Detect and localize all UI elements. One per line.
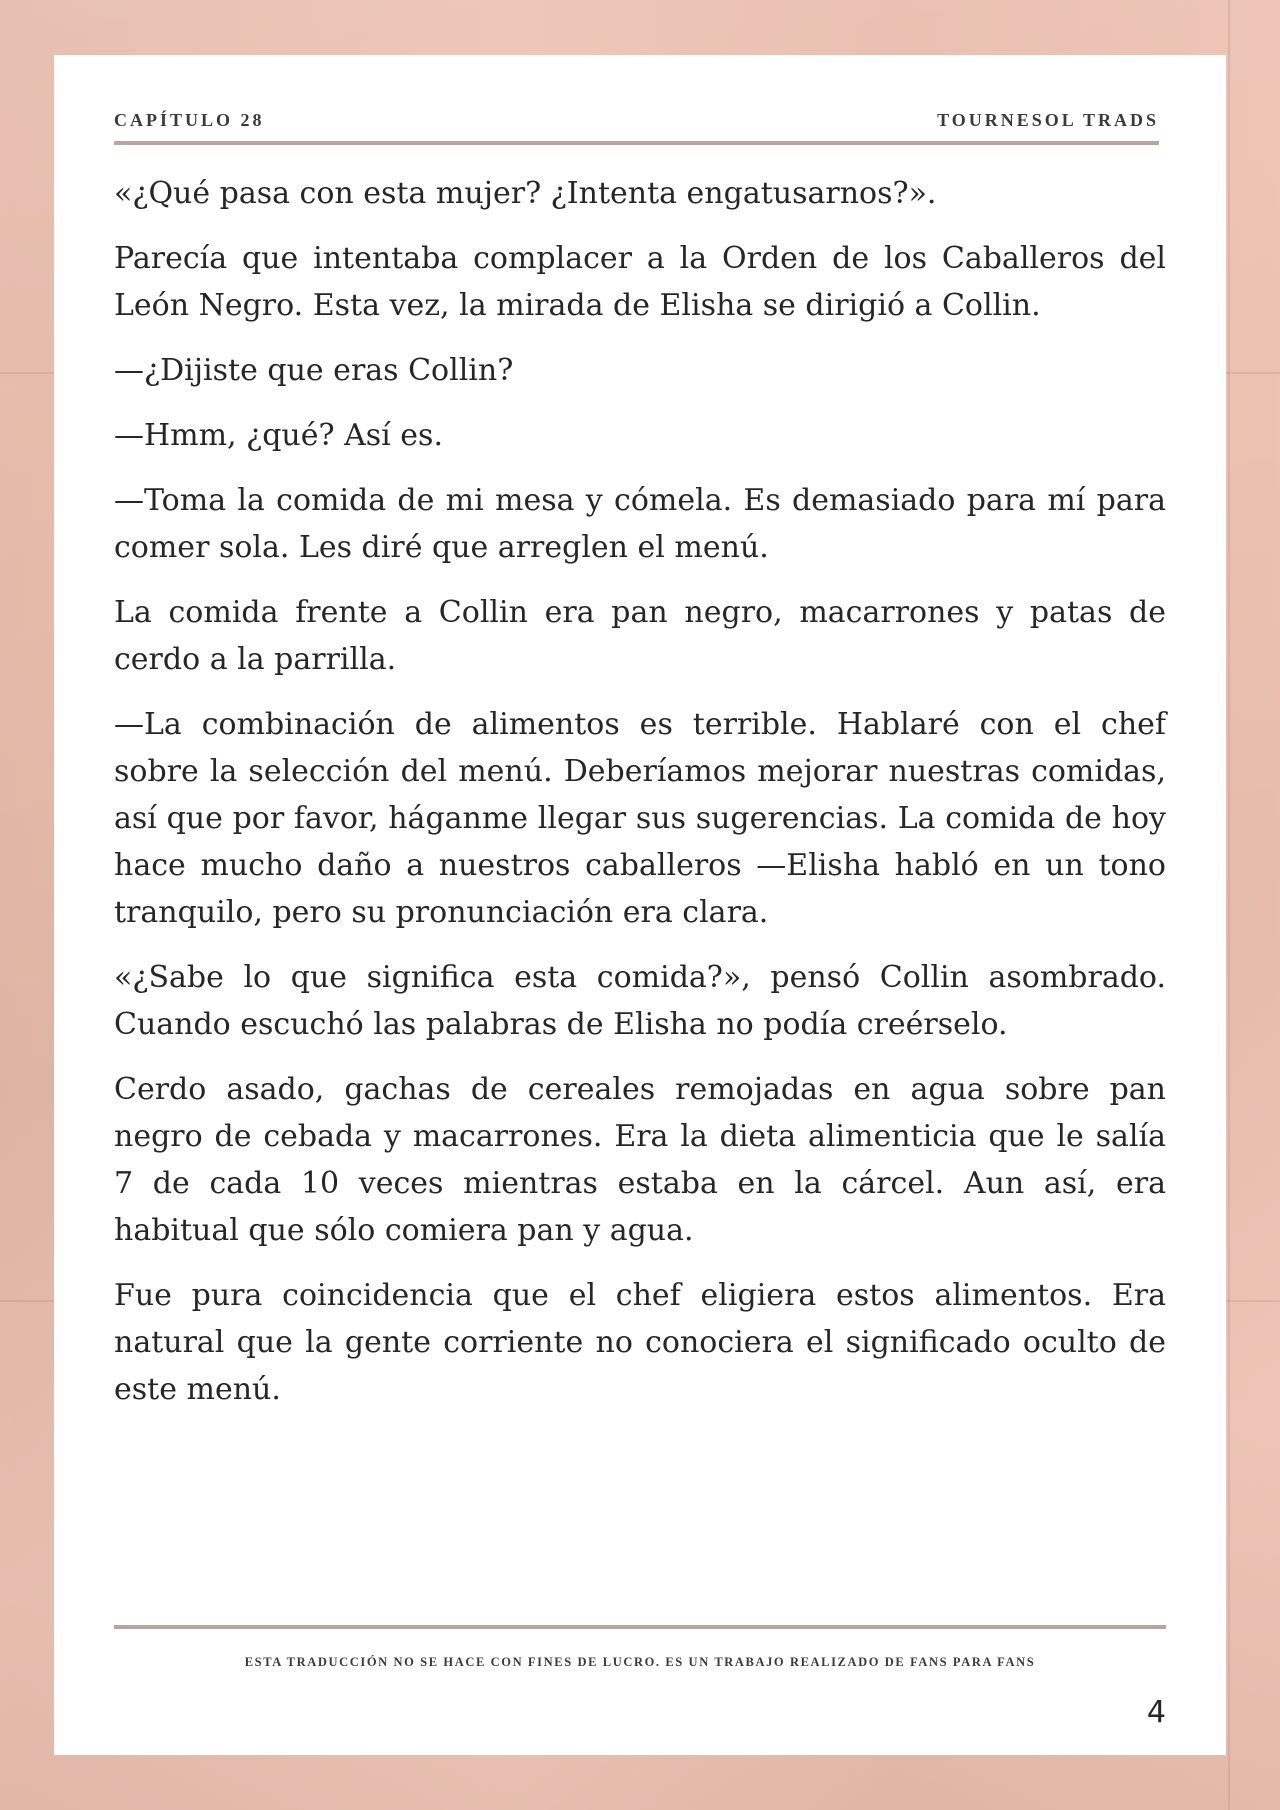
body-text (114, 170, 1166, 1431)
paragraph: —¿Dijiste que eras Collin? (114, 353, 514, 388)
paper-crease (1228, 0, 1230, 1810)
paragraph: —Hmm, ¿qué? Así es. (114, 418, 443, 453)
page-header (114, 105, 1159, 135)
footer-divider (114, 1625, 1166, 1629)
paragraph: —Toma la comida de mi mesa y cómela. Es demasiado para mí para comer sola. Les diré que arreglen el menú. (114, 483, 1166, 565)
paragraph: —La combinación de alimentos es terrible. Hablaré con el chef sobre la selección del menú. Deberíamos mejorar nuestras comidas, así que por favor, háganme llegar sus sugerencias. La comida de hoy hace mucho daño a nuestros caballeros —Elisha habló en un tono tranquilo, pero su pronunciación era clara. (114, 707, 1166, 930)
paragraph: «¿Qué pasa con esta mujer? ¿Intenta engatusarnos?». (114, 176, 937, 211)
paragraph: La comida frente a Collin era pan negro, macarrones y patas de cerdo a la parrilla. (114, 595, 1166, 677)
translator-group-label: TOURNESOL TRADS (937, 109, 1159, 130)
page-number: 4 (1146, 1695, 1166, 1730)
paragraph: Cerdo asado, gachas de cereales remojadas en agua sobre pan negro de cebada y macarrones. Era la dieta alimenticia que le salía 7 de cada 10 veces mientras estaba en la cárcel. Aun así, era habitual que sólo comiera pan y agua. (114, 1072, 1166, 1248)
disclaimer-note: ESTA TRADUCCIÓN NO SE HACE CON FINES DE LUCRO. ES UN TRABAJO REALIZADO DE FANS PARA FANS (244, 1655, 1036, 1669)
paragraph: Fue pura coincidencia que el chef eligiera estos alimentos. Era natural que la gente corriente no conociera el significado oculto de este menú. (114, 1278, 1166, 1407)
paragraph: «¿Sabe lo que significa esta comida?», pensó Collin asombrado. Cuando escuchó las palabras de Elisha no podía creérselo. (114, 960, 1166, 1042)
chapter-label: CAPÍTULO 28 (114, 109, 265, 130)
document-page (54, 55, 1226, 1755)
paragraph: Parecía que intentaba complacer a la Orden de los Caballeros del León Negro. Esta vez, la mirada de Elisha se dirigió a Collin. (114, 241, 1166, 323)
header-divider (114, 141, 1159, 145)
